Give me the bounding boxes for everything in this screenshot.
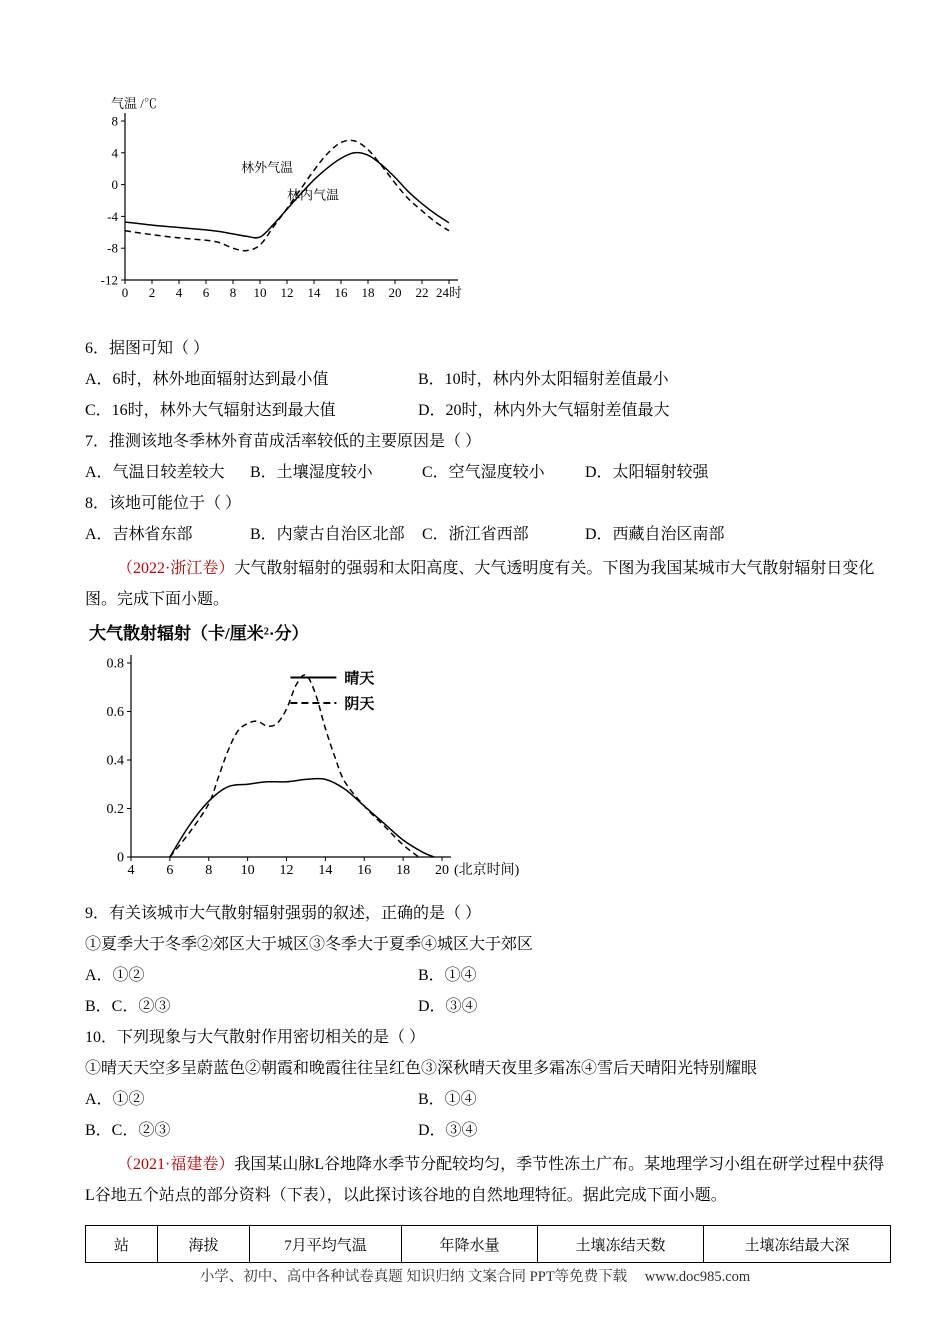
- question-8: [85, 488, 890, 550]
- svg-text:4: 4: [175, 285, 183, 300]
- option-10c: B．C．②③: [85, 1122, 171, 1139]
- svg-text:4: 4: [127, 863, 135, 878]
- option-6c: C．16时，林外大气辐射达到最大值: [85, 402, 336, 419]
- question-10-options-row-2: [85, 1115, 890, 1146]
- option-7a: A．气温日较差较大: [85, 464, 225, 481]
- svg-text:16: 16: [334, 285, 348, 300]
- svg-text:18: 18: [396, 863, 411, 878]
- svg-text:14: 14: [307, 285, 321, 300]
- option-6d: D．20时，林内外大气辐射差值最大: [418, 402, 670, 419]
- svg-text:8: 8: [229, 285, 237, 300]
- question-7: [85, 426, 890, 488]
- svg-text:22: 22: [415, 285, 429, 300]
- question-10-options-row-1: [85, 1084, 890, 1115]
- svg-text:-12: -12: [100, 272, 118, 288]
- table-header-elevation: 海拔: [158, 1226, 250, 1263]
- footer-url[interactable]: www.doc985.com: [644, 1269, 751, 1285]
- svg-text:-8: -8: [107, 240, 118, 256]
- option-8a: A．吉林省东部: [85, 526, 193, 543]
- svg-text:10: 10: [253, 285, 267, 300]
- option-10b: B．①④: [418, 1091, 477, 1108]
- question-10: [85, 1022, 890, 1146]
- table-header-row: [86, 1226, 891, 1263]
- svg-text:20: 20: [388, 285, 402, 300]
- option-6b: B．10时，林内外太阳辐射差值最小: [418, 371, 669, 388]
- option-7c: C．空气湿度较小: [422, 464, 545, 481]
- option-9c: B．C．②③: [85, 998, 171, 1015]
- svg-text:晴天: 晴天: [344, 671, 375, 688]
- svg-text:18: 18: [361, 285, 375, 300]
- question-9: [85, 898, 890, 1022]
- svg-text:林内气温: 林内气温: [287, 187, 340, 203]
- svg-text:6: 6: [166, 863, 174, 878]
- option-9a: A．①②: [85, 967, 145, 984]
- question-9-options-row-2: [85, 991, 890, 1022]
- svg-text:20: 20: [435, 863, 449, 878]
- footer-text: 小学、初中、高中各种试卷真题 知识归纳 文案合同 PPT等免费下载: [199, 1269, 628, 1285]
- passage-2021-fujian: [85, 1149, 890, 1211]
- svg-text:16: 16: [357, 863, 372, 878]
- question-7-stem: 7．推测该地冬季林外育苗成活率较低的主要原因是（ ）: [85, 433, 482, 450]
- question-8-stem: 8．该地可能位于（ ）: [85, 495, 242, 512]
- question-10-stem: 10．下列现象与大气散射作用密切相关的是（ ）: [85, 1029, 426, 1046]
- option-8b: B．内蒙古自治区北部: [250, 526, 405, 543]
- table-header-frozen-depth: 土壤冻结最大深: [704, 1226, 891, 1263]
- svg-text:气温 /℃: 气温 /℃: [111, 96, 157, 111]
- scattered-radiation-chart: [85, 621, 890, 894]
- passage-source-tag-zhejiang: （2022·浙江卷）: [117, 560, 235, 577]
- question-6-options-row-1: [85, 364, 890, 395]
- scattered-radiation-chart-svg: [85, 649, 540, 889]
- table-header-station: 站: [86, 1226, 158, 1263]
- table-header-frozen-days: 土壤冻结天数: [538, 1226, 704, 1263]
- table-header-precipitation: 年降水量: [402, 1226, 538, 1263]
- svg-text:0.6: 0.6: [106, 705, 124, 720]
- svg-text:2: 2: [148, 285, 156, 300]
- passage-text-zhejiang: 大气散射辐射的强弱和太阳高度、大气透明度有关。下图为我国某城市大气散射辐射日变化图。完成下面小题。: [85, 560, 875, 608]
- svg-text:24时: 24时: [435, 285, 463, 300]
- question-6-options-row-2: [85, 395, 890, 426]
- question-10-items: ①晴天天空多呈蔚蓝色②朝霞和晚霞往往呈红色③深秋晴天夜里多霜冻④雪后天晴阳光特别耀眼: [85, 1060, 758, 1077]
- option-6a: A．6时，林外地面辐射达到最小值: [85, 371, 329, 388]
- svg-text:8: 8: [205, 863, 213, 878]
- forest-temperature-chart-svg: [85, 95, 485, 310]
- forest-temperature-chart: [85, 95, 890, 315]
- svg-text:10: 10: [240, 863, 255, 878]
- option-8d: D．西藏自治区南部: [585, 526, 725, 543]
- passage-source-tag-fujian: （2021·福建卷）: [117, 1156, 235, 1173]
- svg-text:0.2: 0.2: [106, 802, 124, 817]
- svg-text:4: 4: [111, 145, 118, 161]
- option-9b: B．①④: [418, 967, 477, 984]
- svg-text:0: 0: [111, 177, 118, 193]
- scattered-radiation-chart-title: 大气散射辐射（卡/厘米²·分）: [89, 624, 309, 643]
- svg-text:阴天: 阴天: [344, 696, 375, 713]
- svg-text:0.8: 0.8: [106, 656, 124, 672]
- question-6: [85, 333, 890, 426]
- question-7-options-row: [85, 457, 890, 488]
- option-7d: D．太阳辐射较强: [585, 464, 709, 481]
- svg-text:14: 14: [318, 863, 333, 878]
- option-8c: C．浙江省西部: [422, 526, 529, 543]
- passage-text-fujian: 我国某山脉L谷地降水季节分配较均匀，季节性冻土广布。某地理学习小组在研学过程中获得L谷地五个站点的部分资料（下表），以此探讨该谷地的自然地理特征。据此完成下面小题。: [85, 1156, 885, 1204]
- question-6-stem: 6．据图可知（ ）: [85, 340, 210, 357]
- svg-text:林外气温: 林外气温: [241, 159, 294, 175]
- svg-text:0: 0: [121, 285, 129, 300]
- station-data-table: [85, 1225, 891, 1263]
- question-9-items: ①夏季大于冬季②郊区大于城区③冬季大于夏季④城区大于郊区: [85, 936, 534, 953]
- svg-text:0: 0: [117, 850, 124, 866]
- question-9-options-row-1: [85, 960, 890, 991]
- option-7b: B．土壤湿度较小: [250, 464, 373, 481]
- option-9d: D．③④: [418, 998, 478, 1015]
- svg-text:-4: -4: [107, 208, 118, 224]
- table-header-july-temp: 7月平均气温: [250, 1226, 402, 1263]
- svg-text:12: 12: [280, 285, 294, 300]
- svg-text:6: 6: [202, 285, 210, 300]
- svg-text:12: 12: [279, 863, 294, 878]
- question-9-stem: 9．有关该城市大气散射辐射强弱的叙述，正确的是（ ）: [85, 905, 482, 922]
- option-10d: D．③④: [418, 1122, 478, 1139]
- question-8-options-row: [85, 519, 890, 550]
- option-10a: A．①②: [85, 1091, 145, 1108]
- svg-text:8: 8: [111, 113, 118, 129]
- page-footer: [0, 1265, 950, 1286]
- svg-text:(北京时间): (北京时间): [454, 863, 520, 878]
- passage-2022-zhejiang: [85, 553, 890, 615]
- svg-text:0.4: 0.4: [106, 753, 124, 769]
